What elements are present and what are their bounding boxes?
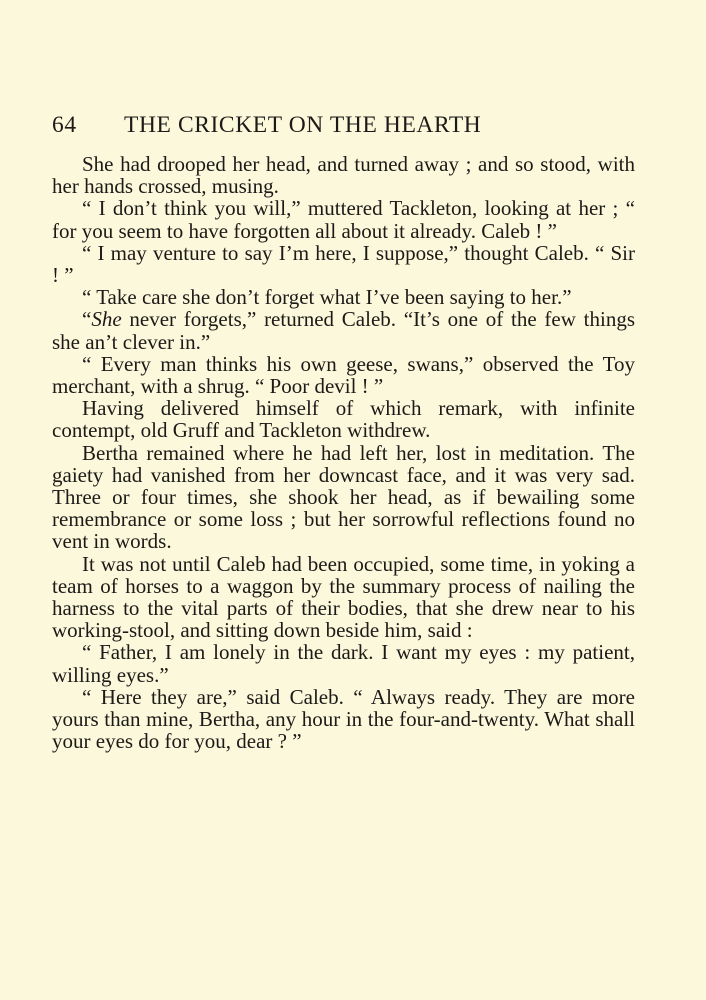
paragraph: “ I don’t think you will,” muttered Tackleton, looking at her ; “ for you seem to have forgotten all about it already. Caleb ! ” xyxy=(52,196,635,243)
paragraph: Having delivered himself of which remark, with infinite contempt, old Gruff and Tackleton withdrew. xyxy=(52,396,635,443)
paragraph: She had drooped her head, and turned away ; and so stood, with her hands crossed, musing. xyxy=(52,152,635,199)
paragraph: “ Here they are,” said Caleb. “ Always ready. They are more yours than mine, Bertha, any hour in the four-and-twenty. What shall your eyes do for you, dear ? ” xyxy=(52,684,635,754)
italic-word: She xyxy=(91,307,122,332)
book-page xyxy=(52,112,635,752)
paragraph-rest: never forgets,” returned Caleb. “It’s one of the few things she an’t clever in.” xyxy=(52,307,635,354)
open-quote: “ xyxy=(82,307,92,332)
paragraph xyxy=(52,308,635,352)
paragraph: “ Take care she don’t forget what I’ve been saying to her.” xyxy=(82,285,572,310)
paragraph: “ I may venture to say I’m here, I suppose,” thought Caleb. “ Sir ! ” xyxy=(52,240,635,288)
running-header xyxy=(52,112,635,139)
paragraph: “ Father, I am lonely in the dark. I want my eyes : my patient, willing eyes.” xyxy=(52,640,635,687)
paragraph: It was not until Caleb had been occupied, some time, in yoking a team of horses to a waggon by the summary process of nailing the harness to the vital parts of their bodies, that she drew near to his working-stool, and sitting down beside him, said : xyxy=(52,551,635,643)
page-number: 64 xyxy=(52,112,77,138)
body-text xyxy=(52,153,635,752)
paragraph: “ Every man thinks his own geese, swans,” observed the Toy merchant, with a shrug. “ Poor devil ! ” xyxy=(52,351,635,399)
running-title: THE CRICKET ON THE HEARTH xyxy=(124,112,482,138)
paragraph: Bertha remained where he had left her, lost in meditation. The gaiety had vanished from her downcast face, and it was very sad. Three or four times, she shook her head, as if bewailing some remembrance or some loss ; but her sorrowful reflections found no vent in words. xyxy=(52,440,635,554)
